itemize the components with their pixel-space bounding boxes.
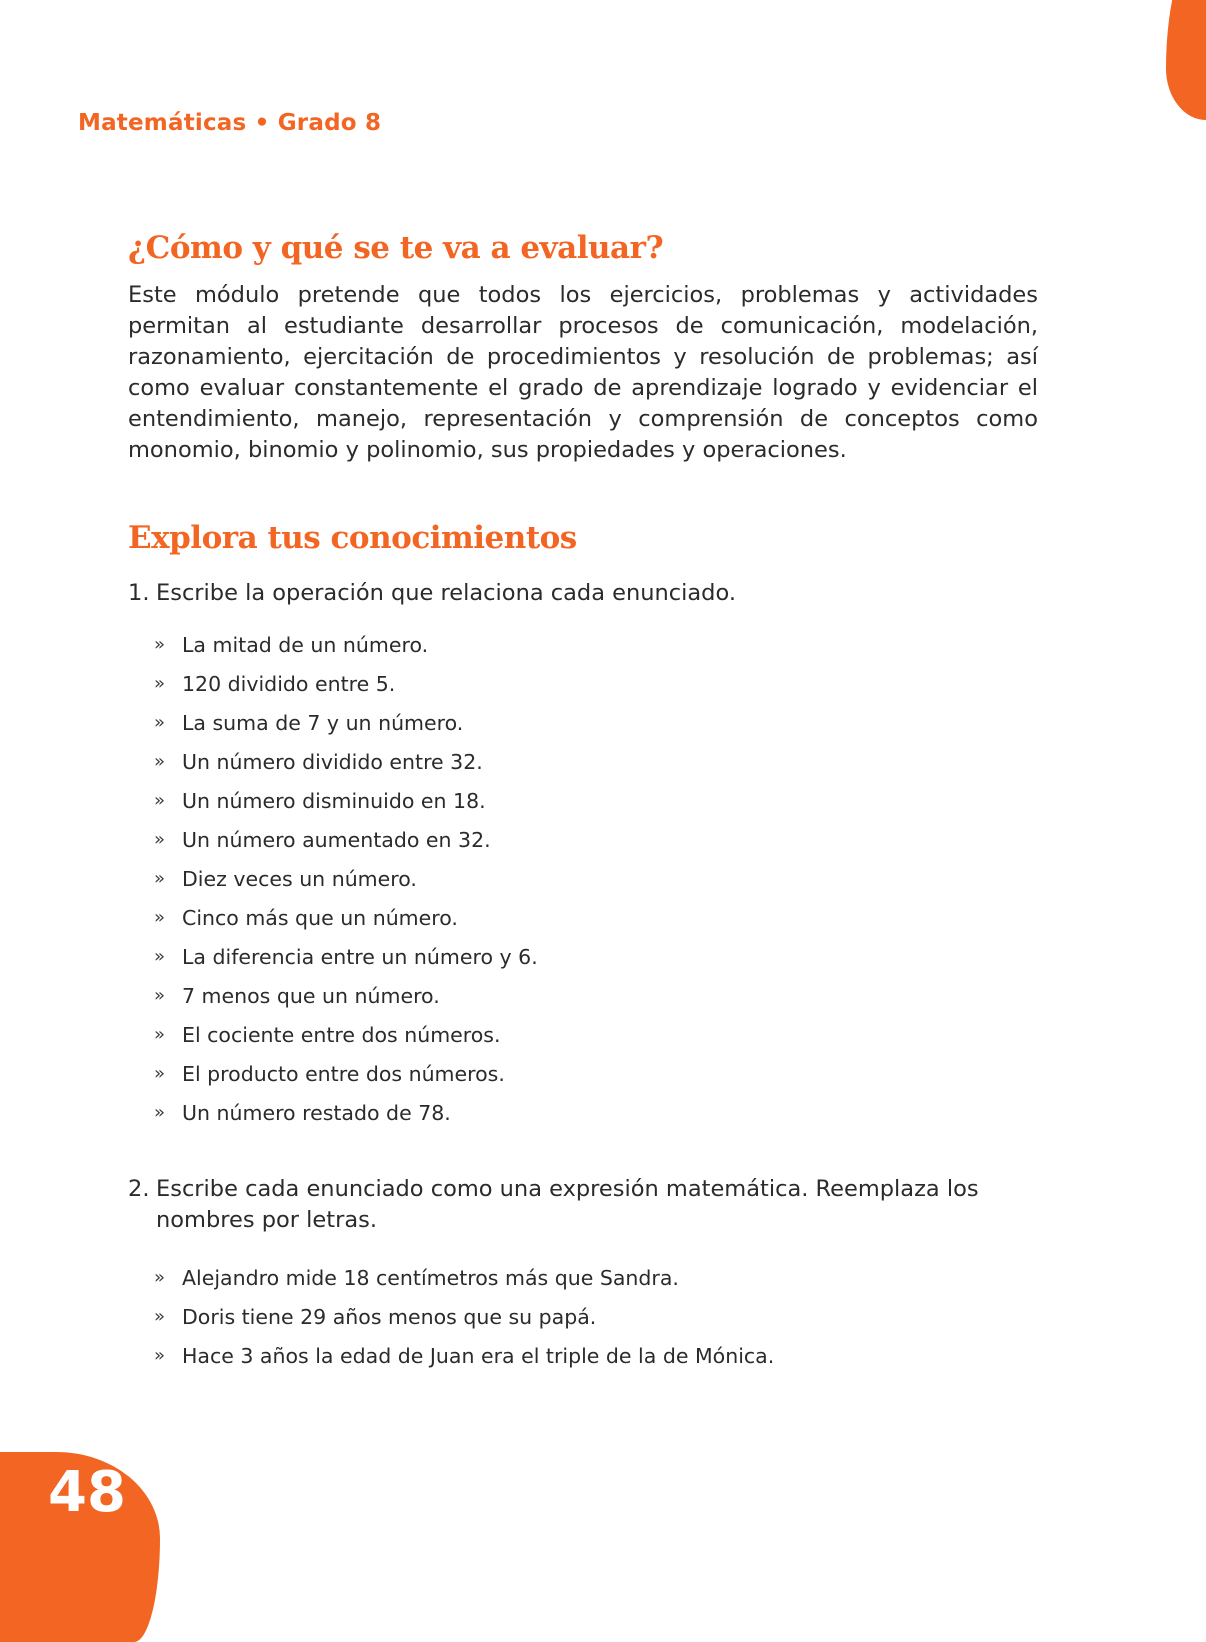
list-item-text: Un número disminuido en 18. (182, 788, 486, 813)
list-item (154, 625, 1038, 664)
list-item (154, 1336, 1038, 1375)
list-item-text: El producto entre dos números. (182, 1061, 505, 1086)
list-item-text: La suma de 7 y un número. (182, 710, 464, 735)
list-item-text: La diferencia entre un número y 6. (182, 944, 538, 969)
list-item (154, 1015, 1038, 1054)
list-item-text: Hace 3 años la edad de Juan era el triple de la de Mónica. (182, 1343, 775, 1368)
list-item-text: La mitad de un número. (182, 632, 429, 657)
question-2-list (128, 1258, 1038, 1375)
list-item-text: Un número dividido entre 32. (182, 749, 483, 774)
list-item (154, 1258, 1038, 1297)
list-item-text: 120 dividido entre 5. (182, 671, 396, 696)
list-item (154, 1093, 1038, 1132)
corner-decoration (1166, 0, 1206, 120)
bullet-icon: » (154, 868, 166, 889)
bullet-icon: » (154, 634, 166, 655)
bullet-icon: » (154, 1345, 166, 1366)
list-item (154, 703, 1038, 742)
list-item-text: Doris tiene 29 años menos que su papá. (182, 1304, 597, 1329)
bullet-icon: » (154, 907, 166, 928)
bullet-icon: » (154, 1024, 166, 1045)
list-item (154, 1054, 1038, 1093)
bullet-icon: » (154, 1306, 166, 1327)
bullet-icon: » (154, 1267, 166, 1288)
question-number: 1. (128, 580, 150, 606)
evaluation-heading: ¿Cómo y qué se te va a evaluar? (128, 230, 664, 266)
list-item-text: Un número aumentado en 32. (182, 827, 491, 852)
list-item (154, 664, 1038, 703)
page-number: 48 (48, 1460, 126, 1525)
list-item-text: Cinco más que un número. (182, 905, 458, 930)
bullet-icon: » (154, 673, 166, 694)
list-item-text: Alejandro mide 18 centímetros más que Sandra. (182, 1265, 679, 1290)
page-header: Matemáticas • Grado 8 (78, 110, 382, 136)
list-item-text: El cociente entre dos números. (182, 1022, 501, 1047)
explore-heading: Explora tus conocimientos (128, 520, 577, 556)
bullet-icon: » (154, 829, 166, 850)
bullet-icon: » (154, 946, 166, 967)
list-item (154, 781, 1038, 820)
list-item (154, 859, 1038, 898)
bullet-icon: » (154, 1063, 166, 1084)
main-content (128, 230, 1038, 1375)
list-item (154, 976, 1038, 1015)
bullet-icon: » (154, 751, 166, 772)
list-item-text: 7 menos que un número. (182, 983, 440, 1008)
question-2 (128, 1174, 1038, 1236)
bullet-icon: » (154, 985, 166, 1006)
question-number: 2. (128, 1176, 150, 1202)
list-item (154, 742, 1038, 781)
question-text: Escribe la operación que relaciona cada enunciado. (156, 580, 736, 606)
list-item (154, 937, 1038, 976)
list-item (154, 898, 1038, 937)
bullet-icon: » (154, 1102, 166, 1123)
list-item-text: Diez veces un número. (182, 866, 417, 891)
bullet-icon: » (154, 712, 166, 733)
list-item (154, 820, 1038, 859)
list-item (154, 1297, 1038, 1336)
list-item-text: Un número restado de 78. (182, 1100, 451, 1125)
question-1 (128, 578, 1038, 609)
question-1-list (128, 625, 1038, 1132)
question-text: Escribe cada enunciado como una expresión matemática. Reemplaza los nombres por letras. (156, 1176, 979, 1233)
evaluation-paragraph: Este módulo pretende que todos los ejercicios, problemas y actividades permitan al estudiante desarrollar procesos de comunicación, modelación, razonamiento, ejercitación de procedimientos y resolución de problemas; así como evaluar constantemente el grado de aprendizaje logrado y evidenciar el entendimiento, manejo, representación y comprensión de conceptos como monomio, binomio y polinomio, sus propiedades y operaciones. (128, 282, 1038, 463)
bullet-icon: » (154, 790, 166, 811)
